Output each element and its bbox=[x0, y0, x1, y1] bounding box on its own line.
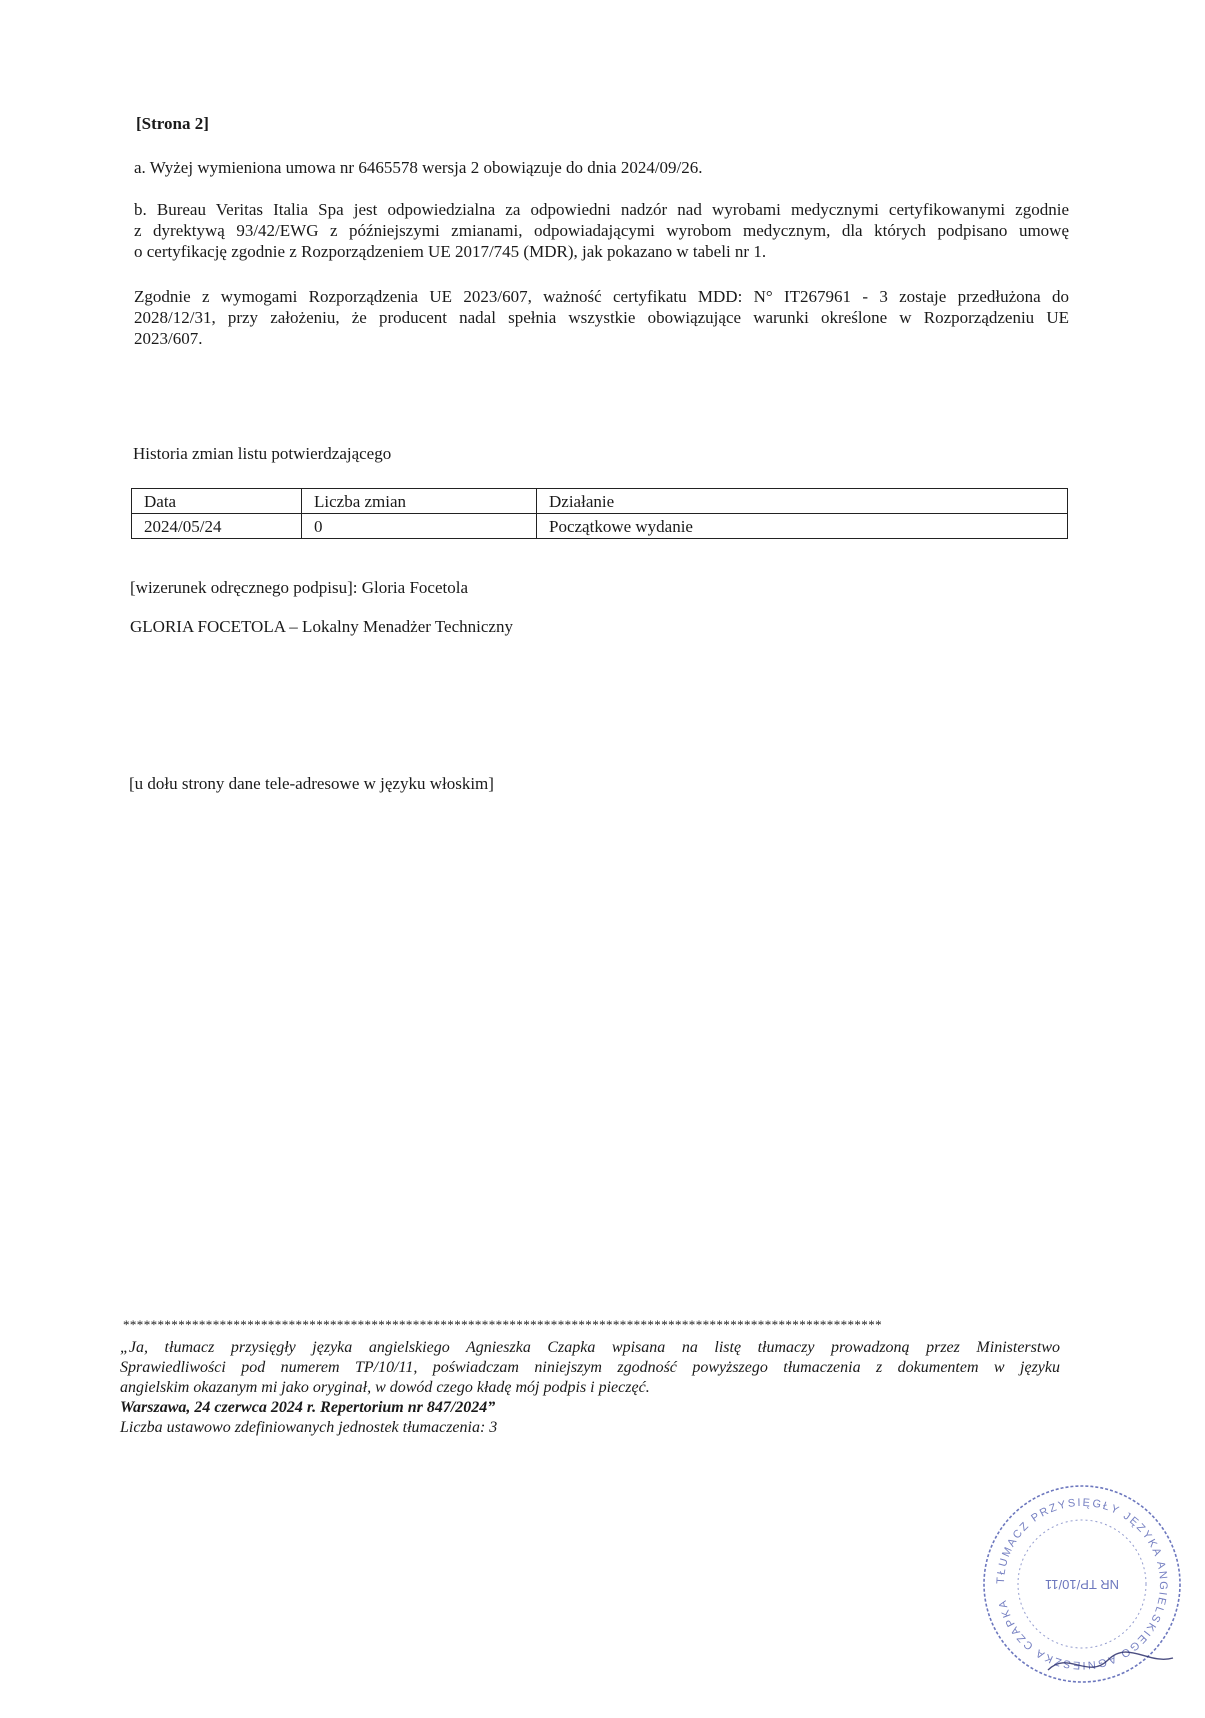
seal-center-text: NR TP/10/11 bbox=[1045, 1577, 1119, 1592]
paragraph-c-line-3: 2023/607. bbox=[134, 329, 203, 348]
paragraph-c-line-2: 2028/12/31, przy założeniu, że producent nadal spełnia wszystkie obowiązujące warunki określone w Rozporządzeniu UE bbox=[134, 308, 1069, 327]
history-cell-date: 2024/05/24 bbox=[132, 514, 302, 539]
history-cell-count: 0 bbox=[302, 514, 537, 539]
certification-line-3: angielskim okazanym mi jako oryginał, w dowód czego kładę mój podpis i pieczęć. bbox=[120, 1379, 650, 1396]
history-cell-action: Początkowe wydanie bbox=[537, 514, 1068, 539]
paragraph-a: a. Wyżej wymieniona umowa nr 6465578 wersja 2 obowiązuje do dnia 2024/09/26. bbox=[134, 158, 703, 177]
history-header-count: Liczba zmian bbox=[302, 489, 537, 514]
paragraph-b-line-2: z dyrektywą 93/42/EWG z późniejszymi zmianami, odpowiadającymi wyrobom medycznym, dla których podpisano umowę bbox=[134, 221, 1069, 240]
translator-seal-stamp bbox=[978, 1480, 1186, 1688]
footer-note: [u dołu strony dane tele-adresowe w języku włoskim] bbox=[129, 774, 494, 793]
signature-note: [wizerunek odręcznego podpisu]: Gloria Focetola bbox=[130, 578, 468, 597]
signature-name-title: GLORIA FOCETOLA – Lokalny Menadżer Techniczny bbox=[130, 617, 513, 636]
paragraph-b bbox=[134, 199, 1069, 262]
history-header-action: Działanie bbox=[537, 489, 1068, 514]
certification-line-4: Warszawa, 24 czerwca 2024 r. Repertorium nr 847/2024” bbox=[120, 1399, 496, 1416]
certification-line-1: „Ja, tłumacz przysięgły języka angielskiego Agnieszka Czapka wpisana na listę tłumaczy prowadzoną przez Ministerstwo bbox=[120, 1339, 1060, 1356]
certification-line-5: Liczba ustawowo zdefiniowanych jednostek tłumaczenia: 3 bbox=[120, 1419, 498, 1436]
paragraph-b-line-1: b. Bureau Veritas Italia Spa jest odpowiedzialna za odpowiedni nadzór nad wyrobami medycznymi certyfikowanymi zgodnie bbox=[134, 200, 1069, 219]
translator-certification bbox=[120, 1338, 1060, 1438]
page-label: [Strona 2] bbox=[136, 114, 209, 133]
certification-line-2: Sprawiedliwości pod numerem TP/10/11, poświadczam niniejszym zgodność powyższego tłumaczenia z dokumentem w języku bbox=[120, 1359, 1060, 1376]
paragraph-c bbox=[134, 286, 1069, 349]
separator-line: ************************************************************************************************************** bbox=[123, 1317, 882, 1332]
table-row bbox=[132, 514, 1068, 539]
history-table bbox=[131, 488, 1068, 539]
history-header-row bbox=[132, 489, 1068, 514]
paragraph-c-line-1: Zgodnie z wymogami Rozporządzenia UE 2023/607, ważność certyfikatu MDD: N° IT267961 - 3 zostaje przedłużona do bbox=[134, 287, 1069, 306]
history-title: Historia zmian listu potwierdzającego bbox=[133, 444, 392, 463]
seal-ring-text: TŁUMACZ PRZYSIĘGŁY JĘZYKA ANGIELSKIEGO AGNIESZKA CZAPKA bbox=[994, 1496, 1170, 1672]
paragraph-b-line-3: o certyfikację zgodnie z Rozporządzeniem UE 2017/745 (MDR), jak pokazano w tabeli nr 1. bbox=[134, 242, 767, 261]
history-header-date: Data bbox=[132, 489, 302, 514]
